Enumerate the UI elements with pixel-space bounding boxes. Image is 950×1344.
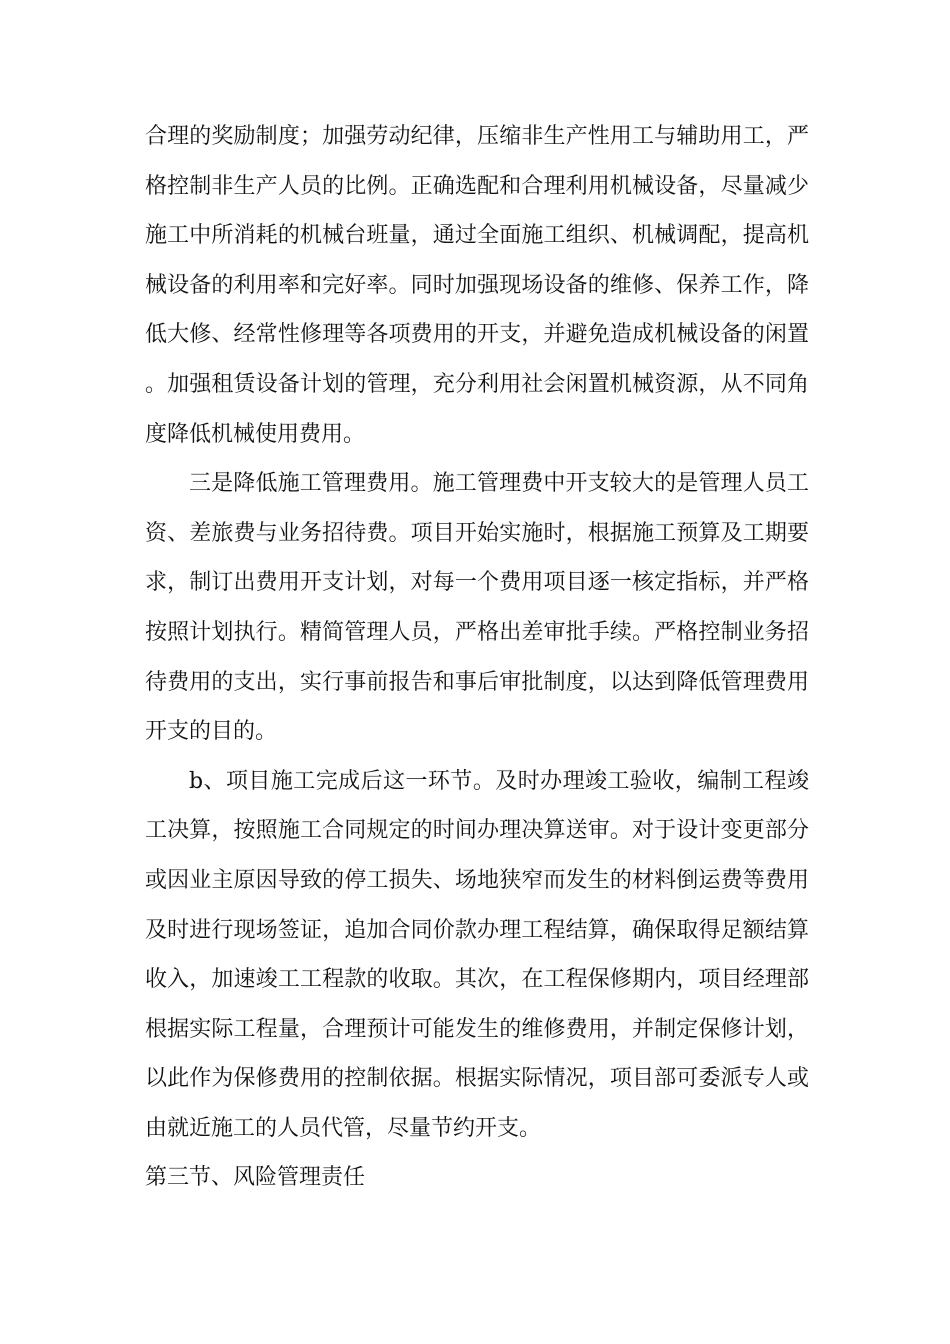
paragraph-completion-stage: b、项目施工完成后这一环节。及时办理竣工验收，编制工程竣工决算，按照施工合同规定的时间办理决算送审。对于设计变更部分或因业主原因导致的停工损失、场地狭窄而发生的材料倒运费等费用及时进行现场签证，追加合同价款办理工程结算，确保取得足额结算收入，加速竣工工程款的收取。其次，在工程保修期内，项目经理部根据实际工程量，合理预计可能发生的维修费用，并制定保修计划，以此作为保修费用的控制依据。根据实际情况，项目部可委派专人或由就近施工的人员代管，尽量节约开支。 [145,768,809,1141]
section-heading: 第三节、风险管理责任 [145,1165,366,1191]
document-page [145,112,809,1203]
paragraph-management-cost: 三是降低施工管理费用。施工管理费中开支较大的是管理人员工资、差旅费与业务招待费。项目开始实施时，根据施工预算及工期要求，制订出费用开支计划，对每一个费用项目逐一核定指标，并严格按照计划执行。精简管理人员，严格出差审批手续。严格控制业务招待费用的支出，实行事前报告和事后审批制度，以达到降低管理费用开支的目的。 [145,471,809,745]
paragraph-machinery-cost: 合理的奖励制度；加强劳动纪律，压缩非生产性用工与辅助用工，严格控制非生产人员的比例。正确选配和合理利用机械设备，尽量减少施工中所消耗的机械台班量，通过全面施工组织、机械调配，提高机械设备的利用率和完好率。同时加强现场设备的维修、保养工作，降低大修、经常性修理等各项费用的开支，并避免造成机械设备的闲置。加强租赁设备计划的管理，充分利用社会闲置机械资源，从不同角度降低机械使用费用。 [145,124,809,447]
